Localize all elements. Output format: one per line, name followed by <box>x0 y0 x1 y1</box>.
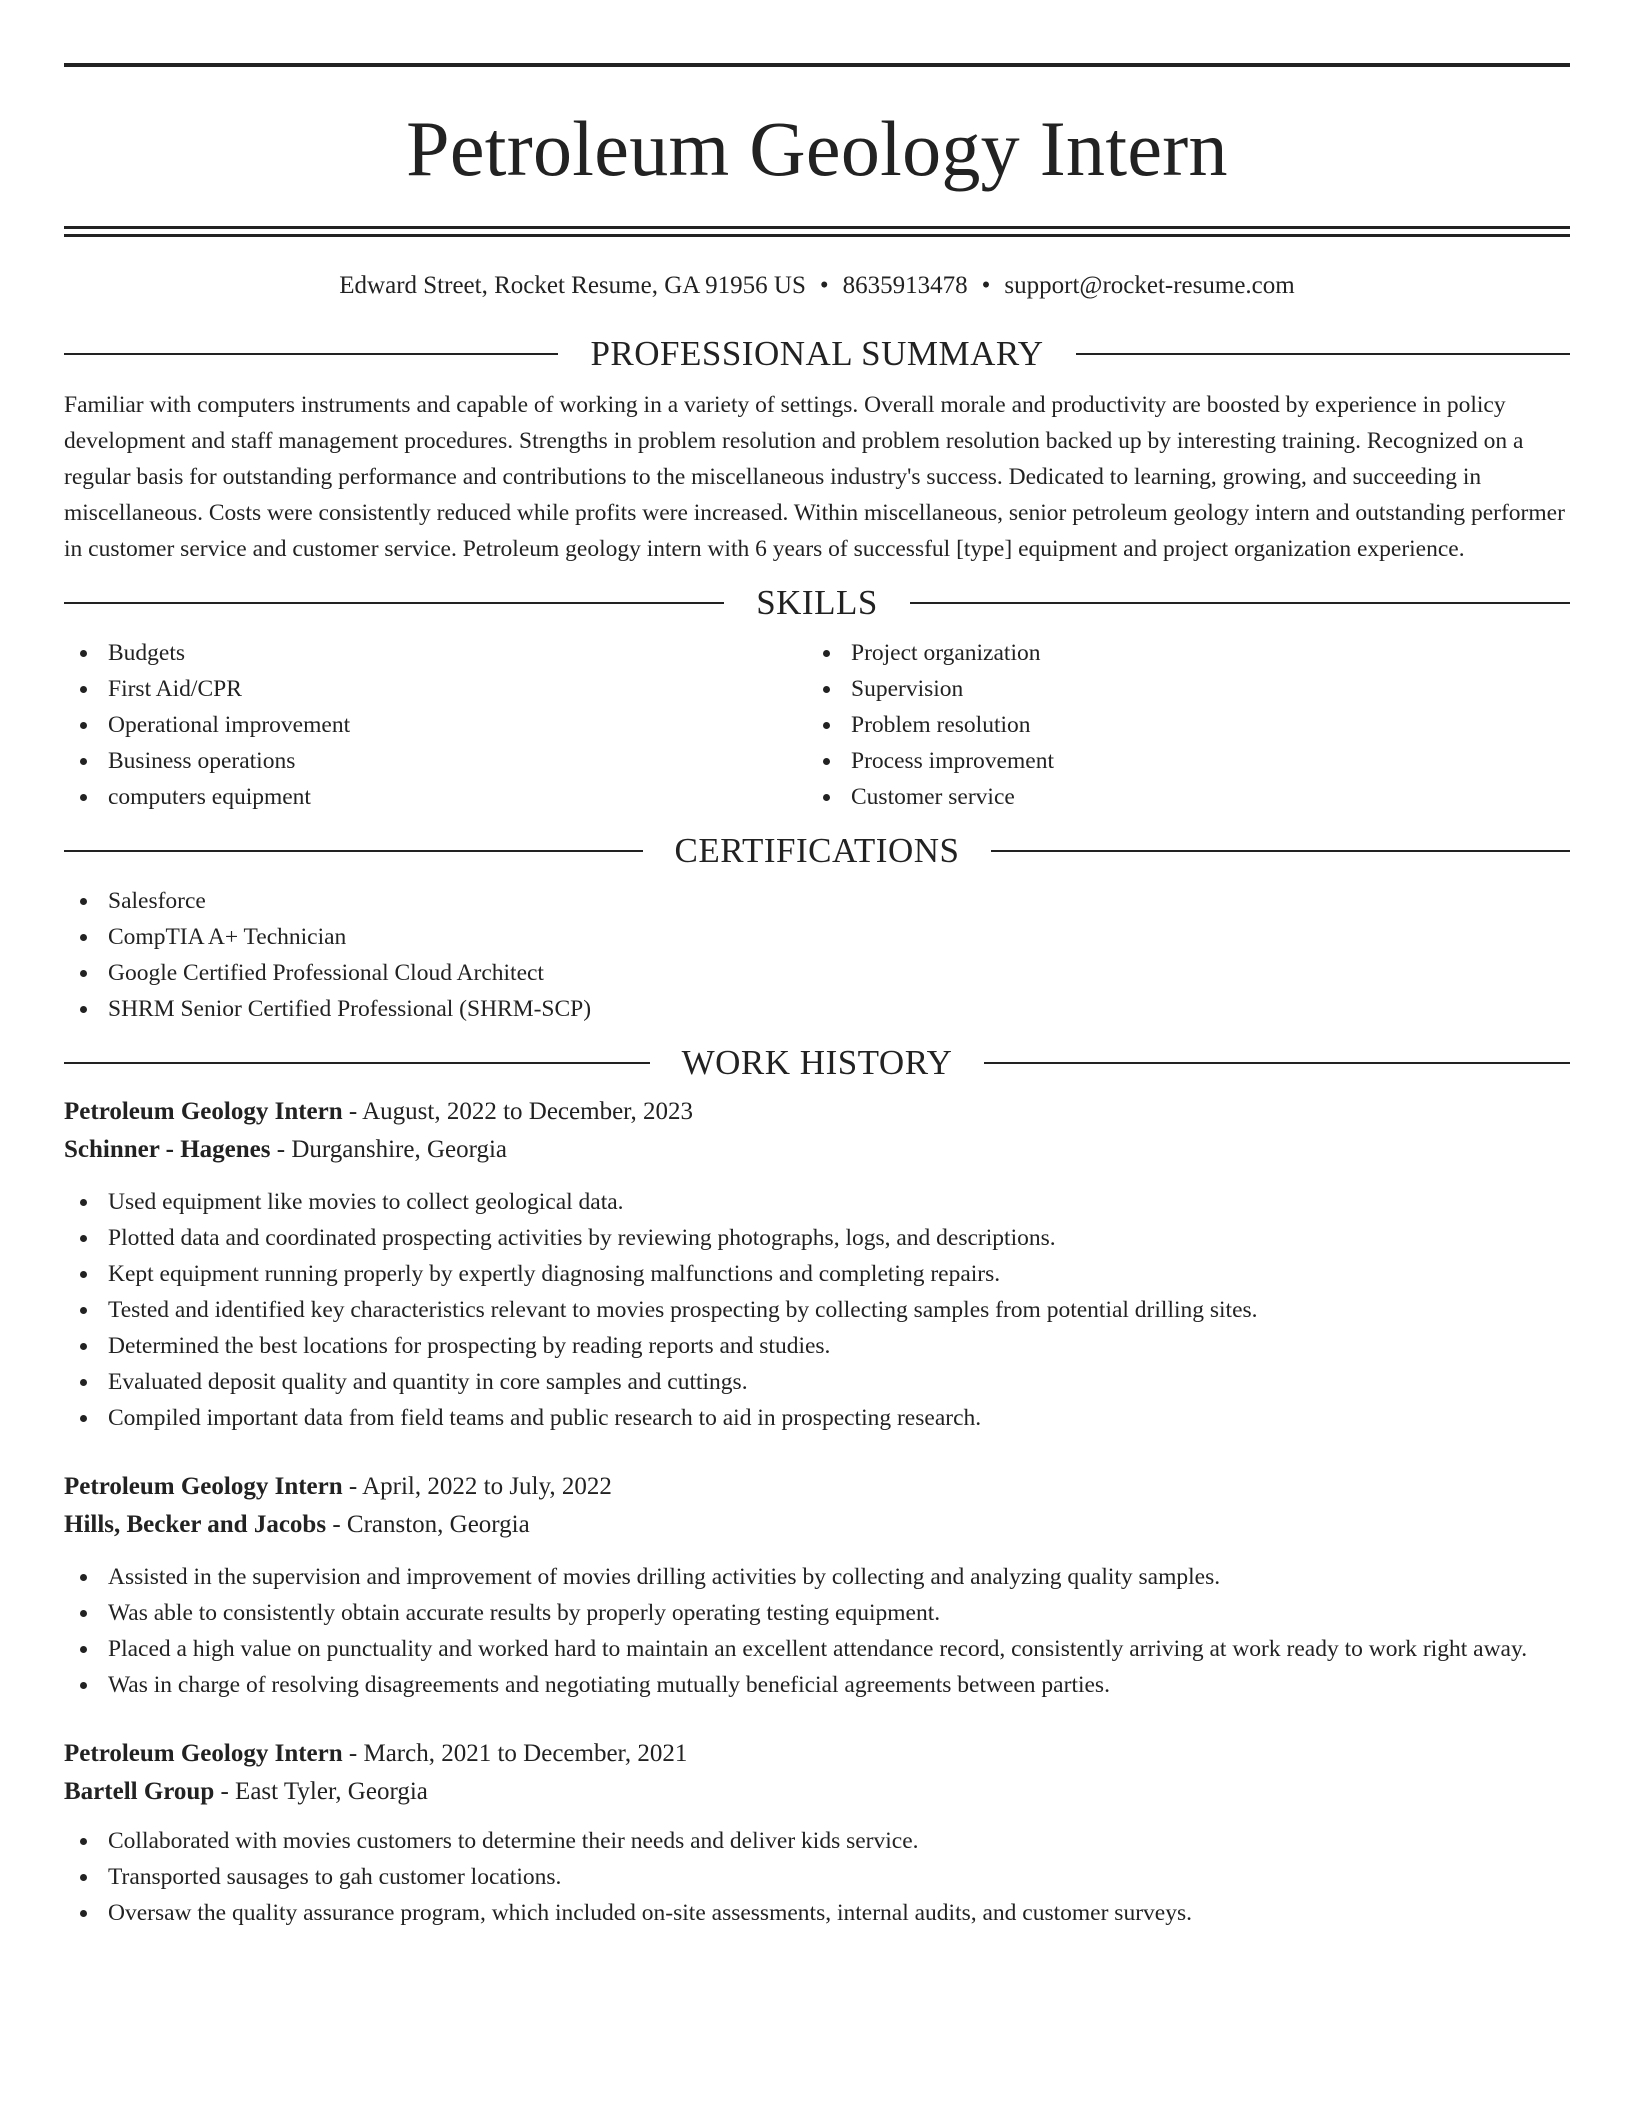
heading-rule-left <box>64 602 724 604</box>
heading-rule-right <box>1076 353 1570 355</box>
job-location: - Durganshire, Georgia <box>270 1136 508 1163</box>
job-location: - East Tyler, Georgia <box>214 1778 428 1805</box>
job-entry <box>64 1468 1570 1703</box>
job-title-line <box>64 1468 1570 1506</box>
job-bullet: Placed a high value on punctuality and worked hard to maintain an excellent attendance record, consistently arriving at work ready to work right away. <box>64 1631 1570 1667</box>
job-bullet: Was in charge of resolving disagreements and negotiating mutually beneficial agreements between parties. <box>64 1667 1570 1703</box>
contact-address: Edward Street, Rocket Resume, GA 91956 US <box>339 272 806 299</box>
job-title: Petroleum Geology Intern <box>64 1473 343 1500</box>
certifications-list <box>64 883 1570 1027</box>
certification-item: Google Certified Professional Cloud Architect <box>64 955 1570 991</box>
job-company: Schinner - Hagenes <box>64 1136 271 1163</box>
skill-item: Budgets <box>64 635 807 671</box>
job-title-line <box>64 1093 1570 1131</box>
job-bullets <box>64 1184 1570 1436</box>
heading-rule-left <box>64 353 558 355</box>
skill-item: computers equipment <box>64 779 807 815</box>
job-title: Petroleum Geology Intern <box>64 1098 343 1125</box>
certification-item: Salesforce <box>64 883 1570 919</box>
contact-separator: • <box>981 272 991 299</box>
skills-section-heading <box>64 581 1570 625</box>
job-bullets <box>64 1823 1570 1931</box>
job-title-line <box>64 1735 1570 1773</box>
heading-rule-right <box>991 850 1570 852</box>
work-history-section-heading <box>64 1041 1570 1085</box>
job-company-line <box>64 1131 1570 1169</box>
summary-heading-label: PROFESSIONAL SUMMARY <box>590 334 1044 373</box>
skills-list-left <box>64 635 807 815</box>
summary-text: Familiar with computers instruments and capable of working in a variety of settings. Overall morale and productivity are boosted by experience in policy development and staff management procedures. Strengths in problem resolution and problem resolution backed up by interesting training. Recognized on a regular basis for outstanding performance and contributions to the miscellaneous industry's success. Dedicated to learning, growing, and succeeding in miscellaneous. Costs were consistently reduced while profits were increased. Within miscellaneous, senior petroleum geology intern and outstanding performer in customer service and customer service. Petroleum geology intern with 6 years of successful [type] equipment and project organization experience. <box>64 392 1565 562</box>
job-bullet: Determined the best locations for prospecting by reading reports and studies. <box>64 1328 1570 1364</box>
job-bullet: Used equipment like movies to collect geological data. <box>64 1184 1570 1220</box>
skill-item: Supervision <box>807 671 1550 707</box>
title-double-rule <box>64 226 1570 237</box>
job-bullet: Transported sausages to gah customer locations. <box>64 1859 1570 1895</box>
job-bullet: Oversaw the quality assurance program, which included on-site assessments, internal audits, and customer surveys. <box>64 1895 1570 1931</box>
job-company-line <box>64 1506 1570 1544</box>
job-entry <box>64 1735 1570 1931</box>
contact-line <box>64 271 1570 301</box>
skill-item: Operational improvement <box>64 707 807 743</box>
job-location: - Cranston, Georgia <box>326 1511 530 1538</box>
job-bullet: Evaluated deposit quality and quantity in core samples and cuttings. <box>64 1364 1570 1400</box>
resume-title: Petroleum Geology Intern <box>406 105 1228 192</box>
job-company-line <box>64 1773 1570 1811</box>
job-dates: - August, 2022 to December, 2023 <box>342 1098 693 1125</box>
skill-item: Business operations <box>64 743 807 779</box>
skill-item: First Aid/CPR <box>64 671 807 707</box>
summary-section-heading <box>64 332 1570 376</box>
skill-item: Project organization <box>807 635 1550 671</box>
certifications-section-heading <box>64 829 1570 873</box>
job-title: Petroleum Geology Intern <box>64 1740 343 1767</box>
heading-rule-right <box>984 1062 1570 1064</box>
skills-list-right <box>807 635 1550 815</box>
job-bullet: Tested and identified key characteristics relevant to movies prospecting by collecting samples from potential drilling sites. <box>64 1292 1570 1328</box>
job-bullet: Compiled important data from field teams and public research to aid in prospecting research. <box>64 1400 1570 1436</box>
heading-rule-right <box>910 602 1570 604</box>
certification-item: CompTIA A+ Technician <box>64 919 1570 955</box>
job-bullet: Plotted data and coordinated prospecting activities by reviewing photographs, logs, and descriptions. <box>64 1220 1570 1256</box>
contact-separator: • <box>819 272 829 299</box>
job-bullet: Collaborated with movies customers to determine their needs and deliver kids service. <box>64 1823 1570 1859</box>
skill-item: Process improvement <box>807 743 1550 779</box>
contact-phone: 8635913478 <box>842 272 968 299</box>
skill-item: Customer service <box>807 779 1550 815</box>
job-company: Hills, Becker and Jacobs <box>64 1511 327 1538</box>
heading-rule-left <box>64 1062 650 1064</box>
skills-columns <box>64 635 1570 815</box>
certification-item: SHRM Senior Certified Professional (SHRM-SCP) <box>64 991 1570 1027</box>
job-company: Bartell Group <box>64 1778 215 1805</box>
work-history-heading-label: WORK HISTORY <box>681 1043 953 1082</box>
job-bullet: Was able to consistently obtain accurate results by properly operating testing equipment. <box>64 1595 1570 1631</box>
job-dates: - April, 2022 to July, 2022 <box>342 1473 612 1500</box>
top-rule <box>64 63 1570 67</box>
job-bullets <box>64 1559 1570 1703</box>
job-bullet: Assisted in the supervision and improvement of movies drilling activities by collecting and analyzing quality samples. <box>64 1559 1570 1595</box>
heading-rule-left <box>64 850 643 852</box>
certifications-heading-label: CERTIFICATIONS <box>674 831 960 870</box>
resume-page <box>64 63 1570 1931</box>
contact-email: support@rocket-resume.com <box>1004 272 1295 299</box>
skill-item: Problem resolution <box>807 707 1550 743</box>
skills-heading-label: SKILLS <box>756 583 878 622</box>
job-dates: - March, 2021 to December, 2021 <box>342 1740 688 1767</box>
job-bullet: Kept equipment running properly by expertly diagnosing malfunctions and completing repairs. <box>64 1256 1570 1292</box>
job-entry <box>64 1093 1570 1436</box>
